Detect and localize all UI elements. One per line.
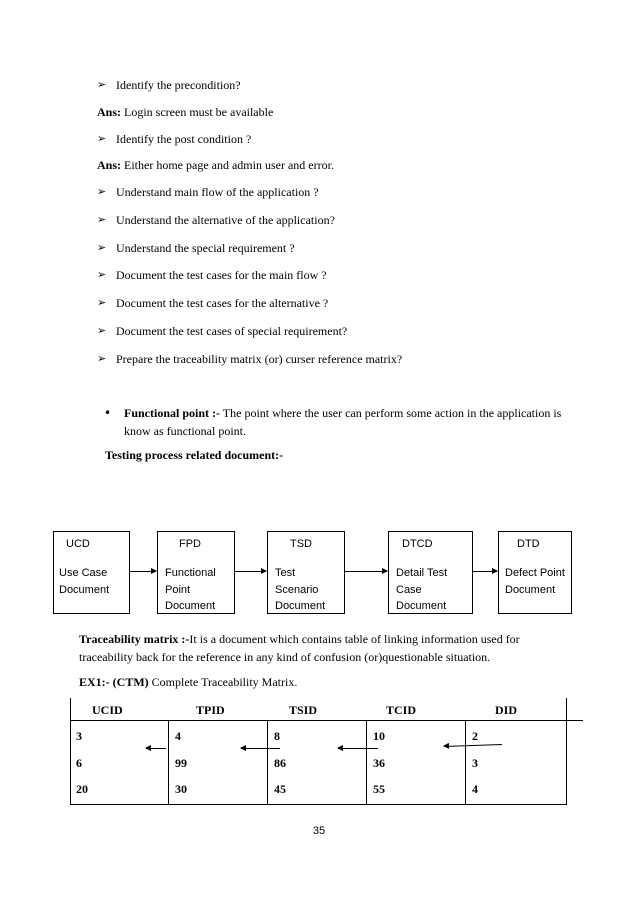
table-cell: 20 xyxy=(76,782,88,796)
column-divider xyxy=(465,720,466,805)
flow-arrow xyxy=(130,571,156,572)
table-cell: 10 xyxy=(373,729,385,743)
dot-bullet: • xyxy=(104,406,112,420)
flow-box-line: Document xyxy=(59,583,110,596)
flow-box-ucd xyxy=(53,531,130,614)
column-divider xyxy=(267,720,268,805)
arrow-bullet-icon: ➢ xyxy=(97,78,107,91)
column-divider xyxy=(168,720,169,805)
flow-box-abbr: DTCD xyxy=(402,538,433,550)
table-cell: 3 xyxy=(472,756,478,770)
column-header-did: DID xyxy=(495,703,518,717)
flow-box-line: Functional xyxy=(165,567,216,579)
page-number: 35 xyxy=(312,825,326,837)
flow-arrow xyxy=(345,571,387,572)
table-cell: 4 xyxy=(472,782,478,796)
link-arrow xyxy=(146,748,166,749)
column-header-tsid: TSID xyxy=(289,703,318,717)
functional-point-term: Functional point :- xyxy=(124,406,221,420)
flow-box-line: Document xyxy=(505,583,556,596)
arrow-bullet-icon: ➢ xyxy=(97,268,107,281)
table-cell: 99 xyxy=(175,756,187,770)
flow-box-line: Defect Point xyxy=(505,567,565,579)
traceability-text-cont: traceability back for the reference in any kind of confusion (or)questionable situation. xyxy=(79,650,491,664)
traceability-term: Traceability matrix :- xyxy=(79,632,190,646)
answer-line xyxy=(97,105,273,120)
traceability-text: It is a document which contains table of linking information used for xyxy=(189,632,520,646)
example-line xyxy=(79,675,297,690)
flow-box-dtcd xyxy=(388,531,473,614)
flow-box-fpd xyxy=(157,531,235,614)
step-text: Document the test cases for the main flow ? xyxy=(116,268,327,282)
step-text: Document the test cases of special requirement? xyxy=(116,324,348,338)
arrow-bullet-icon: ➢ xyxy=(97,185,107,198)
step-text: Document the test cases for the alternative ? xyxy=(116,296,329,310)
flow-box-line: Scenario xyxy=(275,583,319,596)
flow-box-abbr: TSD xyxy=(290,538,312,550)
step-text: Identify the precondition? xyxy=(116,78,241,92)
step-text: Prepare the traceability matrix (or) curser reference matrix? xyxy=(116,352,403,366)
link-arrow xyxy=(338,748,378,749)
arrow-bullet-icon: ➢ xyxy=(97,132,107,145)
step-text: Understand main flow of the application ? xyxy=(116,185,319,199)
arrow-bullet-icon: ➢ xyxy=(97,296,107,309)
flow-box-abbr: DTD xyxy=(517,538,540,550)
ctm-table xyxy=(70,698,567,805)
section-heading: Testing process related document:- xyxy=(105,448,284,462)
step-text: Identify the post condition ? xyxy=(116,132,252,146)
arrow-bullet-icon: ➢ xyxy=(97,213,107,226)
flow-box-line: Test xyxy=(275,567,296,579)
column-header-tcid: TCID xyxy=(386,703,417,717)
example-abbr: (CTM) xyxy=(112,675,149,689)
flow-box-line: Use Case xyxy=(59,567,108,579)
flow-box-dtd xyxy=(498,531,572,614)
answer-text: Login screen must be available xyxy=(124,105,274,119)
flow-box-line: Document xyxy=(275,600,326,612)
arrow-bullet-icon: ➢ xyxy=(97,241,107,254)
table-cell: 4 xyxy=(175,729,181,743)
table-cell: 30 xyxy=(175,782,187,796)
table-cell: 6 xyxy=(76,756,82,770)
table-cell: 86 xyxy=(274,756,286,770)
flow-box-abbr: UCD xyxy=(66,538,90,550)
table-cell: 36 xyxy=(373,756,385,770)
flow-box-abbr: FPD xyxy=(179,538,201,550)
example-label: EX1:- xyxy=(79,675,110,689)
table-cell: 2 xyxy=(472,729,478,743)
answer-line xyxy=(97,158,334,173)
step-text: Understand the special requirement ? xyxy=(116,241,295,255)
arrow-bullet-icon: ➢ xyxy=(97,352,107,365)
table-cell: 8 xyxy=(274,729,280,743)
answer-label: Ans: xyxy=(97,105,122,119)
functional-point-text-cont: know as functional point. xyxy=(124,424,246,438)
header-rule xyxy=(70,720,583,721)
column-header-ucid: UCID xyxy=(92,703,123,717)
table-frame xyxy=(70,698,567,805)
column-divider xyxy=(366,720,367,805)
link-arrow xyxy=(241,748,280,749)
arrow-bullet-icon: ➢ xyxy=(97,324,107,337)
answer-text: Either home page and admin user and error. xyxy=(124,158,334,172)
step-text: Understand the alternative of the application? xyxy=(116,213,335,227)
table-cell: 3 xyxy=(76,729,82,743)
traceability-paragraph xyxy=(79,630,579,666)
table-cell: 45 xyxy=(274,782,286,796)
flow-box-line: Document xyxy=(165,600,216,612)
flow-box-line: Detail Test xyxy=(396,567,448,579)
flow-box-line: Point xyxy=(165,583,191,596)
table-cell: 55 xyxy=(373,782,385,796)
flow-box-tsd xyxy=(267,531,345,614)
functional-point-text: The point where the user can perform some action in the application is xyxy=(220,406,562,420)
flow-arrow xyxy=(473,571,497,572)
example-text: Complete Traceability Matrix. xyxy=(148,675,298,689)
answer-label: Ans: xyxy=(97,158,122,172)
column-header-tpid: TPID xyxy=(196,703,225,717)
flow-box-line: Document xyxy=(396,600,447,612)
flow-arrow xyxy=(235,571,266,572)
flow-box-line: Case xyxy=(396,583,422,596)
